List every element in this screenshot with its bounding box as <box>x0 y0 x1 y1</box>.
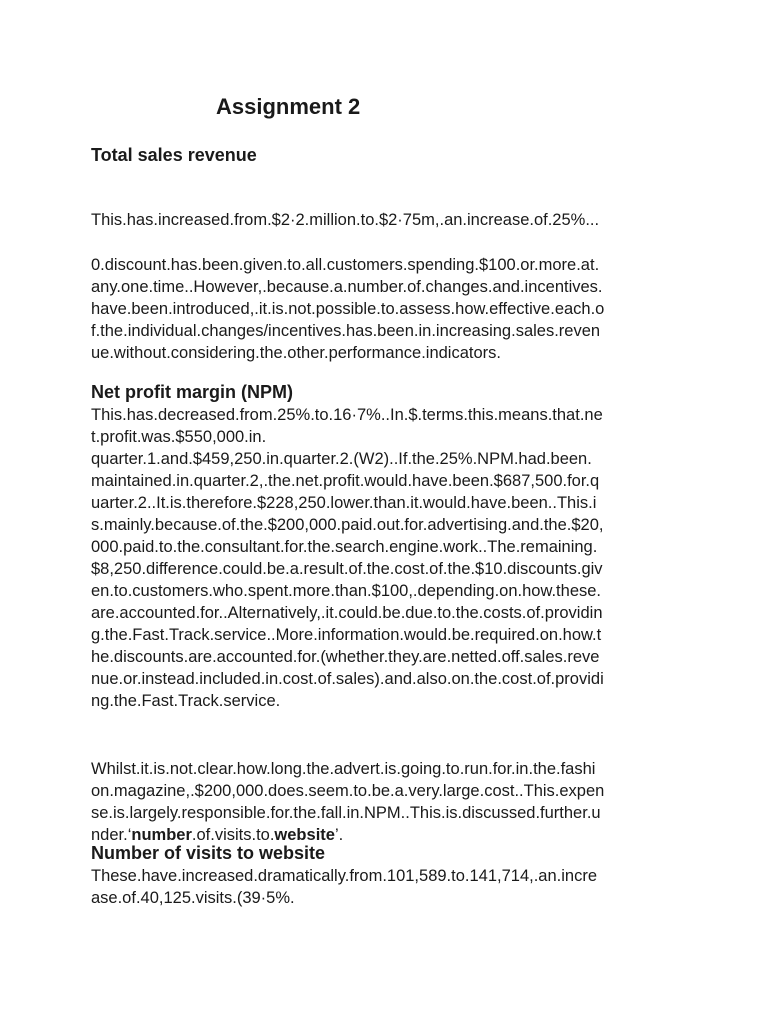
text-line: f.the.individual.changes/incentives.has.been.in.increasing.sales.reven <box>91 322 601 340</box>
paragraph-npm-2 <box>91 758 604 846</box>
text-line: he.discounts.are.accounted.for.(whether.they.are.netted.off.sales.reve <box>91 648 600 666</box>
text-line: are.accounted.for..Alternatively,.it.could.be.due.to.the.costs.of.providin <box>91 604 603 622</box>
text-line: quarter.1.and.$459,250.in.quarter.2.(W2)..If.the.25%.NPM.had.been. <box>91 450 592 468</box>
text-line: 0.discount.has.been.given.to.all.customers.spending.$100.or.more.at. <box>91 256 600 274</box>
text-line: s.mainly.because.of.the.$200,000.paid.out.for.advertising.and.the.$20, <box>91 516 604 534</box>
text-fragment: ’. <box>334 826 344 844</box>
text-line: maintained.in.quarter.2,.the.net.profit.would.have.been.$687,500.for.q <box>91 472 600 490</box>
text-line: have.been.introduced,.it.is.not.possible.to.assess.how.effective.each.o <box>91 300 605 318</box>
text-line: ue.without.considering.the.other.performance.indicators. <box>91 344 501 362</box>
text-line: $8,250.difference.could.be.a.result.of.the.cost.of.the.$10.discounts.giv <box>91 560 603 578</box>
text-line: en.to.customers.who.spent.more.than.$100,.depending.on.how.these. <box>91 582 602 600</box>
text-fragment: nder.‘ <box>91 826 132 844</box>
text-line: ng.the.Fast.Track.service. <box>91 692 281 710</box>
section-heading-total-sales: Total sales revenue <box>91 145 257 165</box>
text-line: uarter.2..It.is.therefore.$228,250.lower.than.it.would.have.been..This.i <box>91 494 597 512</box>
text-line: This.has.increased.from.$2·2.million.to.$2·75m,.an.increase.of.25%... <box>91 211 600 229</box>
text-line: se.is.largely.responsible.for.the.fall.in.NPM..This.is.discussed.further.u <box>91 804 601 822</box>
text-line: t.profit.was.$550,000.in. <box>91 428 267 446</box>
section-heading-visits: Number of visits to website <box>91 843 326 863</box>
text-line: g.the.Fast.Track.service..More.information.would.be.required.on.how.t <box>91 626 602 644</box>
text-fragment: .of.visits.to. <box>191 826 275 844</box>
paragraph-visits-1 <box>91 865 597 909</box>
document-title: Assignment 2 <box>216 94 361 119</box>
section-heading-npm: Net profit margin (NPM) <box>91 382 293 402</box>
text-line: 000.paid.to.the.consultant.for.the.search.engine.work..The.remaining. <box>91 538 598 556</box>
paragraph-total-sales-1 <box>91 209 599 231</box>
bold-word-number: number <box>131 826 192 844</box>
text-line: Whilst.it.is.not.clear.how.long.the.advert.is.going.to.run.for.in.the.fashi <box>91 760 596 778</box>
bold-word-website: website <box>274 826 335 844</box>
text-line: nue.or.instead.included.in.cost.of.sales).and.also.on.the.cost.of.providi <box>91 670 604 688</box>
paragraph-total-sales-2 <box>91 254 604 364</box>
text-line: any.one.time..However,.because.a.number.of.changes.and.incentives. <box>91 278 603 296</box>
text-line: on.magazine,.$200,000.does.seem.to.be.a.very.large.cost..This.expen <box>91 782 605 800</box>
text-line: This.has.decreased.from.25%.to.16·7%..In.$.terms.this.means.that.ne <box>91 406 603 424</box>
text-line: ase.of.40,125.visits.(39·5%. <box>91 889 295 907</box>
text-line: These.have.increased.dramatically.from.101,589.to.141,714,.an.incre <box>91 867 597 885</box>
paragraph-npm-1 <box>91 404 604 712</box>
